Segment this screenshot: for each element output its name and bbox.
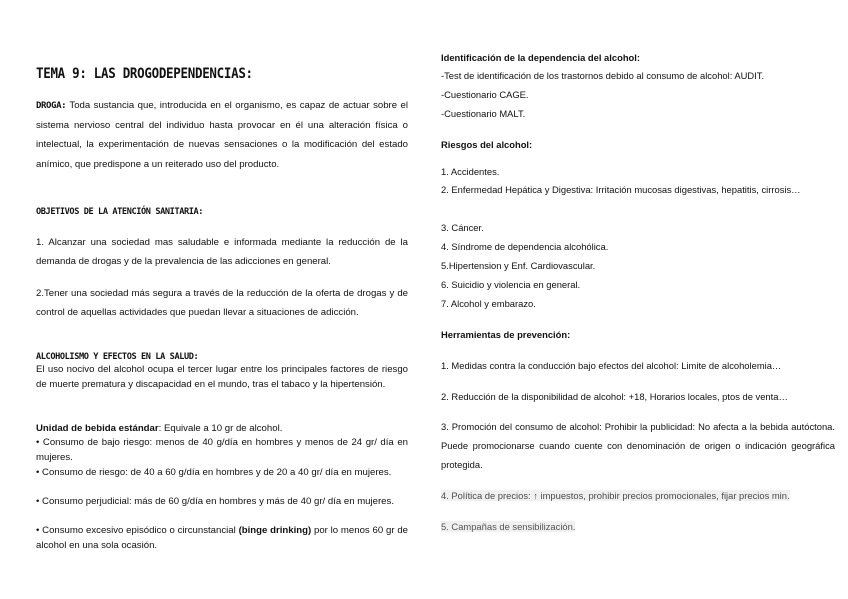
droga-label: DROGA: xyxy=(36,101,67,111)
riesgos-heading: Riesgos del alcohol: xyxy=(441,139,533,150)
herramienta-item: 3. Promoción del consumo de alcohol: Prohibir la publicidad: No afecta a la bebida autóctona. Puede promocionarse cuando cuente con denominación de origen o indicación geográfica protegida. xyxy=(441,421,835,470)
riesgo-item: 5.Hipertension y Enf. Cardiovascular. xyxy=(441,260,596,271)
herramienta-item xyxy=(441,521,835,532)
unidad-bebida xyxy=(36,422,408,437)
objetivo-1: 1. Alcanzar una sociedad mas saludable e informada mediante la reducción de la demanda de drogas y de la prevalencia de las adicciones en general. xyxy=(36,237,408,268)
alcoholismo-text: El uso nocivo del alcohol ocupa el tercer lugar entre los principales factores de riesgo de muerte prematura y discapacidad en el mundo, tras el tabaco y la hipertensión. xyxy=(36,364,408,390)
identificacion-item: -Cuestionario MALT. xyxy=(441,108,526,119)
riesgo-item: 4. Síndrome de dependencia alcohólica. xyxy=(441,241,609,252)
consumo-excesivo xyxy=(36,524,408,553)
herramienta-5-text: 5. Campañas de sensibilización. xyxy=(441,521,576,532)
riesgo-item: 7. Alcohol y embarazo. xyxy=(441,298,536,309)
consumo-perjudicial: • Consumo perjudicial: más de 60 g/día en hombres y más de 40 gr/ día en mujeres. xyxy=(36,496,394,507)
herramienta-item: 1. Medidas contra la conducción bajo efectos del alcohol: Limite de alcoholemia… xyxy=(441,360,782,371)
riesgo-item: 6. Suicidio y violencia en general. xyxy=(441,279,581,290)
consumo-bajo-riesgo: • Consumo de bajo riesgo: menos de 40 g/día en hombres y menos de 24 gr/ día en mujeres. xyxy=(36,437,408,463)
consumo-excesivo-a: • Consumo excesivo episódico o circunstancial xyxy=(36,525,239,536)
consumo-riesgo: • Consumo de riesgo: de 40 a 60 g/día en hombres y de 20 a 40 gr/ día en mujeres. xyxy=(36,467,392,478)
unidad-label: Unidad de bebida estándar xyxy=(36,423,159,434)
herramienta-item: 2. Reducción de la disponibilidad de alcohol: +18, Horarios locales, ptos de venta… xyxy=(441,391,788,402)
objetivos-heading: OBJETIVOS DE LA ATENCIÓN SANITARIA: xyxy=(36,207,204,217)
page-title: TEMA 9: LAS DROGODEPENDENCIAS: xyxy=(36,64,253,82)
identificacion-heading: Identificación de la dependencia del alcohol: xyxy=(441,52,640,63)
herramientas-heading: Herramientas de prevención: xyxy=(441,329,571,340)
binge-drinking: (binge drinking) xyxy=(238,525,312,536)
droga-definition xyxy=(36,96,408,174)
riesgo-item: 3. Cáncer. xyxy=(441,222,484,233)
herramienta-4-text: 4. Política de precios: ↑ impuestos, prohibir precios promocionales, fijar precios min. xyxy=(441,490,790,501)
riesgo-item: 1. Accidentes. xyxy=(441,166,500,177)
identificacion-item: -Test de identificación de los trastornos debido al consumo de alcohol: AUDIT. xyxy=(441,70,765,81)
consumo-excesivo-c: por lo menos 60 gr de alcohol en una sola ocasión. xyxy=(36,525,409,551)
objetivo-2: 2.Tener una sociedad más segura a través de la reducción de la oferta de drogas y de control de aquellas actividades que puedan llevar a situaciones de adicción. xyxy=(36,288,408,319)
herramienta-item xyxy=(441,490,835,501)
droga-text: Toda sustancia que, introducida en el organismo, es capaz de actuar sobre el sistema nervioso central del individuo hasta provocar en él una alteración física o intelectual, la experimentación de nuevas sensaciones o la modificación del estado anímico, que predispone a un reiterado uso del producto. xyxy=(36,100,408,170)
alcoholismo-heading: ALCOHOLISMO Y EFECTOS EN LA SALUD: xyxy=(36,352,199,362)
riesgo-item: 2. Enfermedad Hepática y Digestiva: Irritación mucosas digestivas, hepatitis, cirrosis… xyxy=(441,184,801,195)
identificacion-item: -Cuestionario CAGE. xyxy=(441,89,529,100)
unidad-text: : Equivale a 10 gr de alcohol. xyxy=(158,423,283,434)
